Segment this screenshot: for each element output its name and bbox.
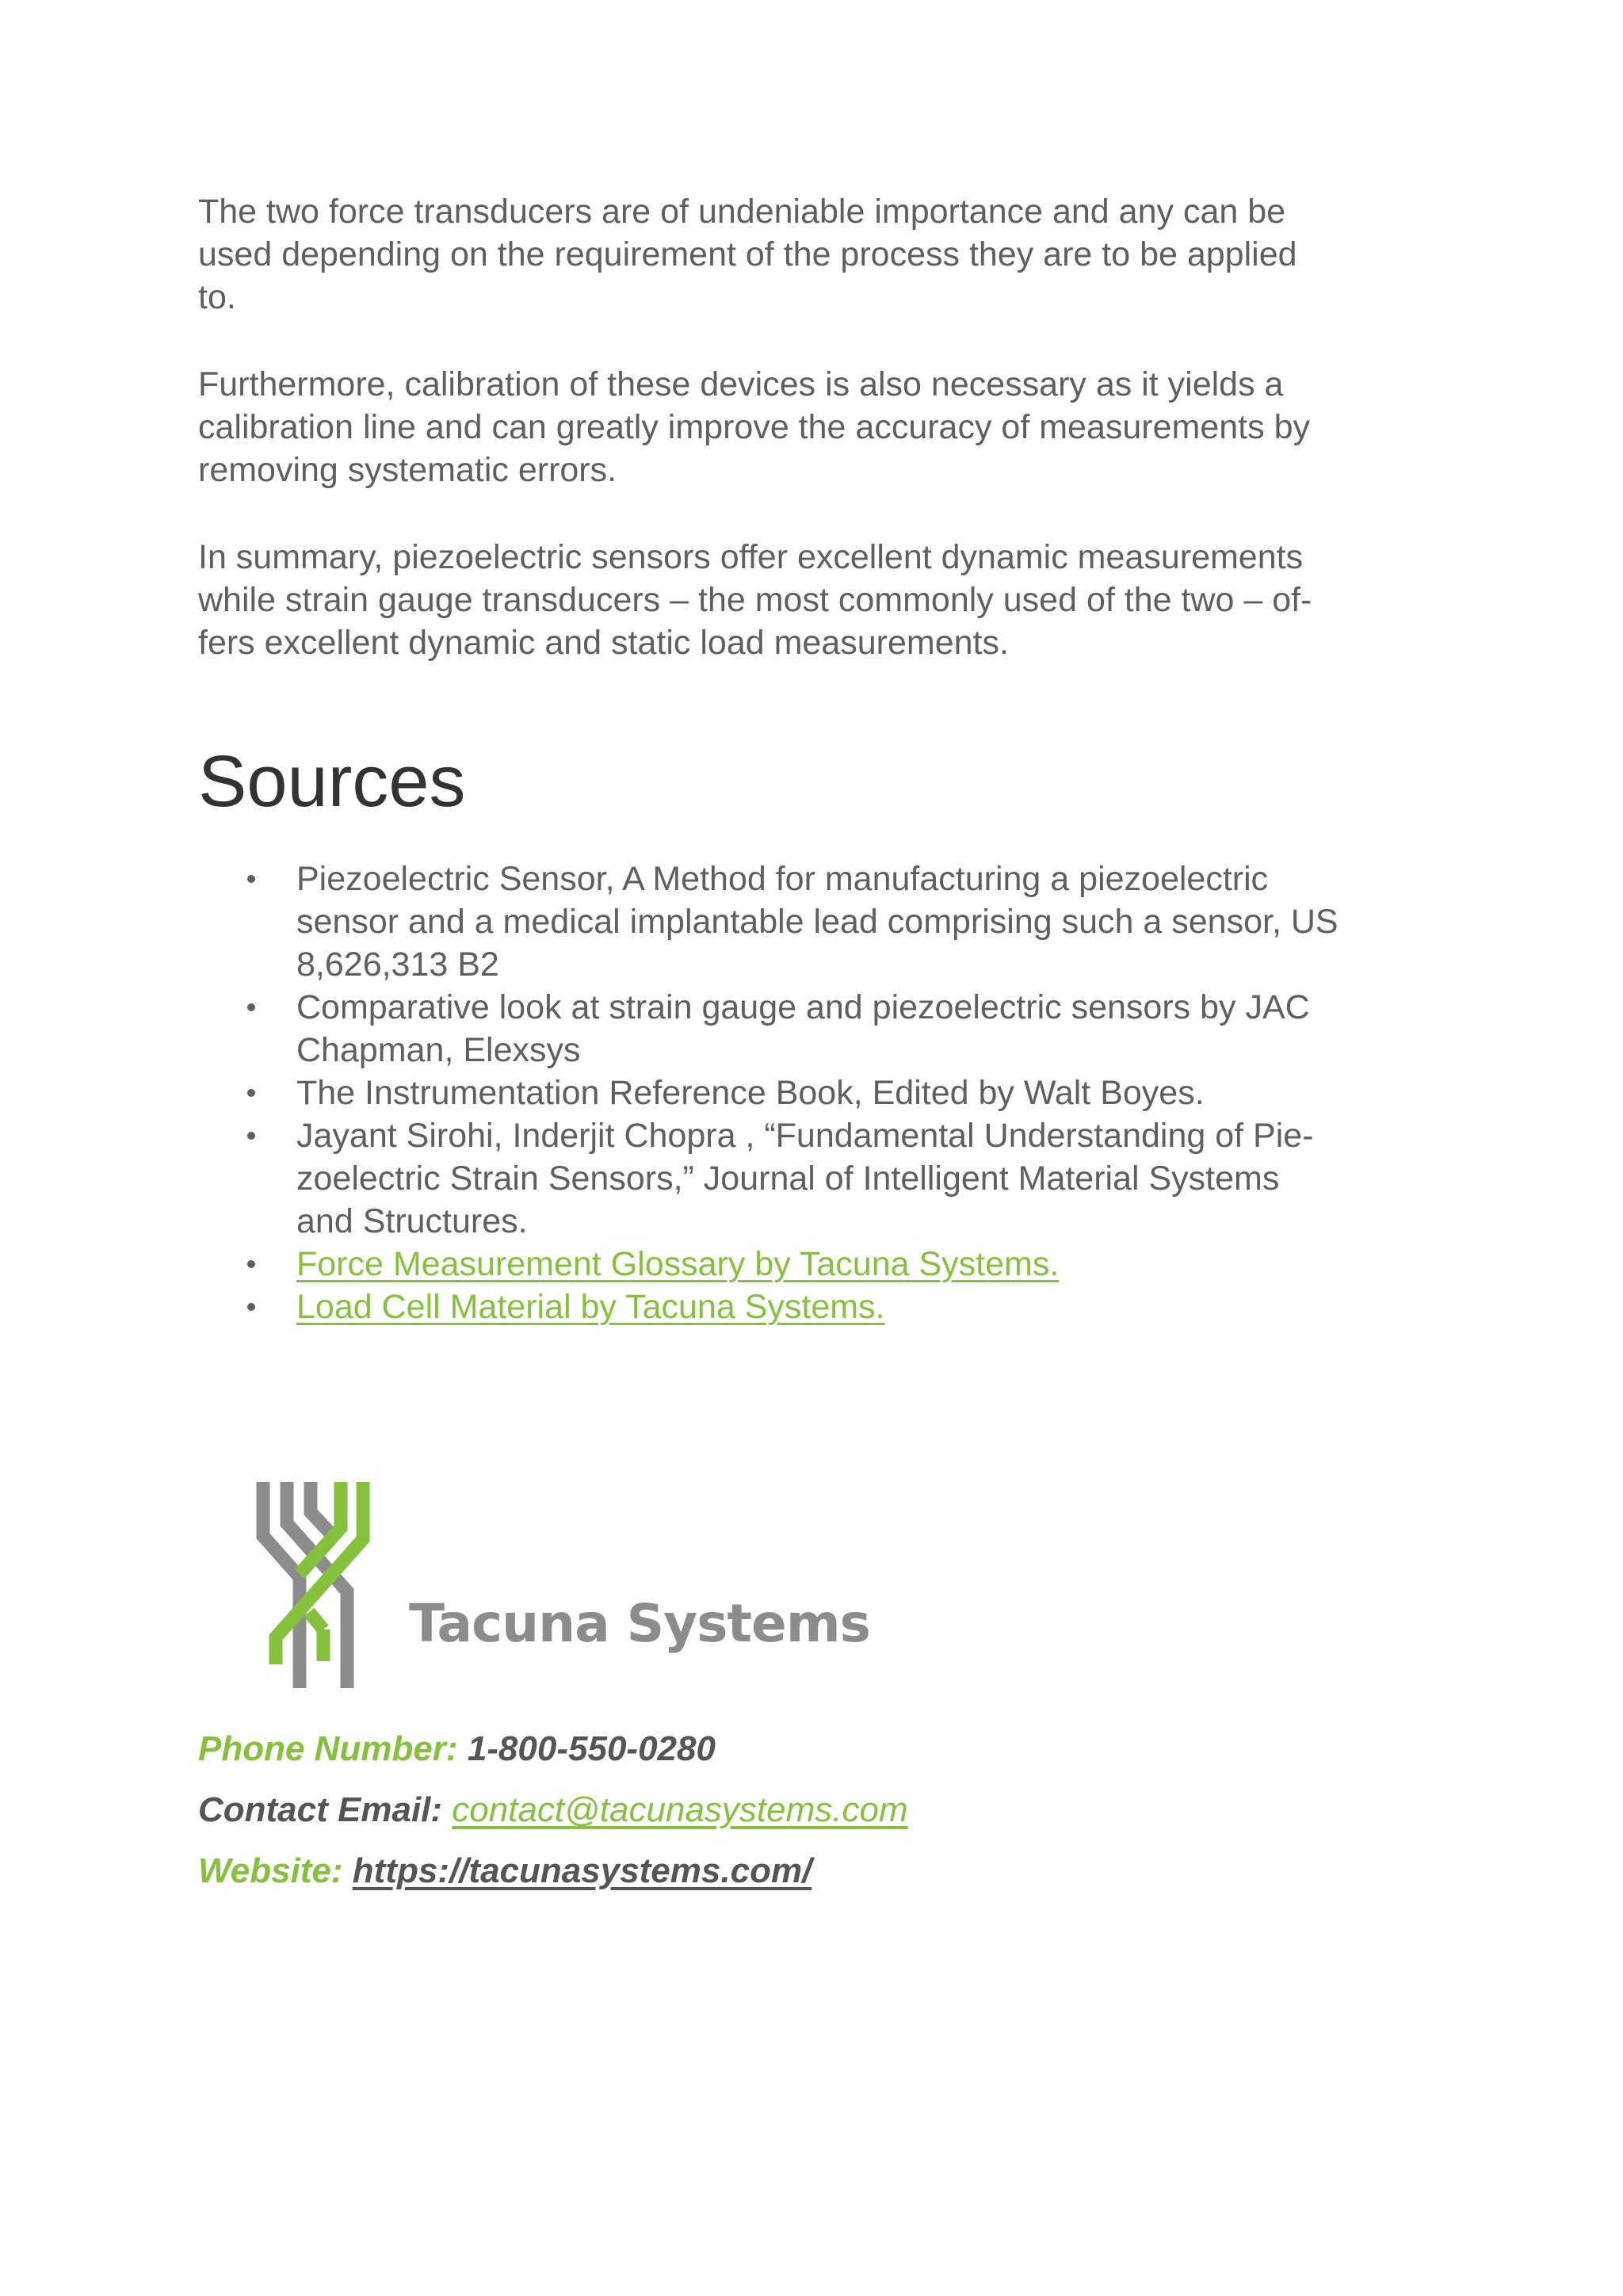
source-line: Piezoelectric Sensor, A Method for manufacturing a piezoelectric: [296, 860, 1269, 898]
list-item: [198, 986, 1434, 1072]
phone-value: 1-800-550-0280: [467, 1729, 716, 1768]
paragraph-line: Furthermore, calibration of these devices is also necessary as it yields a: [198, 365, 1284, 403]
website-label: Website:: [198, 1851, 343, 1890]
paragraph-line: calibration line and can greatly improve the accuracy of measurements by: [198, 408, 1310, 446]
website-link[interactable]: https://tacunasystems.com/: [352, 1851, 812, 1890]
source-line: 8,626,313 B2: [296, 946, 499, 984]
list-item: [198, 1072, 1434, 1114]
source-line: The Instrumentation Reference Book, Edited by Walt Boyes.: [296, 1074, 1205, 1112]
email-link[interactable]: contact@tacunasystems.com: [452, 1790, 908, 1829]
paragraph-line: while strain gauge transducers – the most commonly used of the two – of-: [198, 581, 1312, 619]
force-measurement-glossary-link[interactable]: Force Measurement Glossary by Tacuna Systems.: [296, 1245, 1060, 1283]
paragraph-transducers-importance: [198, 190, 1426, 319]
phone-label: Phone Number:: [198, 1729, 458, 1768]
paragraph-line: used depending on the requirement of the process they are to be applied: [198, 235, 1297, 273]
company-name: Tacuna Systems: [409, 1593, 870, 1654]
email-row: [198, 1789, 908, 1832]
source-line: zoelectric Strain Sensors,” Journal of Intelligent Material Systems: [296, 1159, 1280, 1198]
paragraph-summary: [198, 536, 1426, 664]
phone-row: [198, 1728, 908, 1771]
list-item: [198, 1114, 1434, 1243]
source-line: and Structures.: [296, 1202, 528, 1240]
tacuna-logo-mark-icon: [254, 1474, 380, 1696]
paragraph-line: removing systematic errors.: [198, 451, 617, 489]
bullet-icon: [247, 1003, 255, 1011]
sources-list: [198, 858, 1434, 1328]
bullet-icon: [247, 1089, 255, 1097]
bullet-icon: [247, 1260, 255, 1268]
bullet-icon: [247, 1132, 255, 1140]
website-row: [198, 1850, 908, 1893]
bullet-icon: [247, 875, 255, 883]
source-line: Chapman, Elexsys: [296, 1031, 581, 1069]
paragraph-line: to.: [198, 278, 236, 316]
list-item: [198, 1286, 1434, 1328]
list-item: [198, 1243, 1434, 1286]
sources-heading: Sources: [198, 741, 466, 822]
bullet-icon: [247, 1303, 255, 1311]
email-label: Contact Email:: [198, 1790, 443, 1829]
paragraph-calibration: [198, 363, 1426, 491]
paragraph-line: fers excellent dynamic and static load measurements.: [198, 624, 1009, 662]
document-page: [198, 190, 1434, 1328]
contact-block: [198, 1728, 908, 1911]
source-line: Comparative look at strain gauge and piezoelectric sensors by JAC: [296, 988, 1310, 1026]
tacuna-logo: [254, 1474, 870, 1704]
paragraph-line: The two force transducers are of undeniable importance and any can be: [198, 193, 1286, 231]
source-line: sensor and a medical implantable lead comprising such a sensor, US: [296, 903, 1338, 941]
list-item: [198, 858, 1434, 986]
source-line: Jayant Sirohi, Inderjit Chopra , “Fundamental Understanding of Pie-: [296, 1117, 1314, 1155]
paragraph-line: In summary, piezoelectric sensors offer excellent dynamic measurements: [198, 538, 1304, 576]
load-cell-material-link[interactable]: Load Cell Material by Tacuna Systems.: [296, 1288, 885, 1326]
